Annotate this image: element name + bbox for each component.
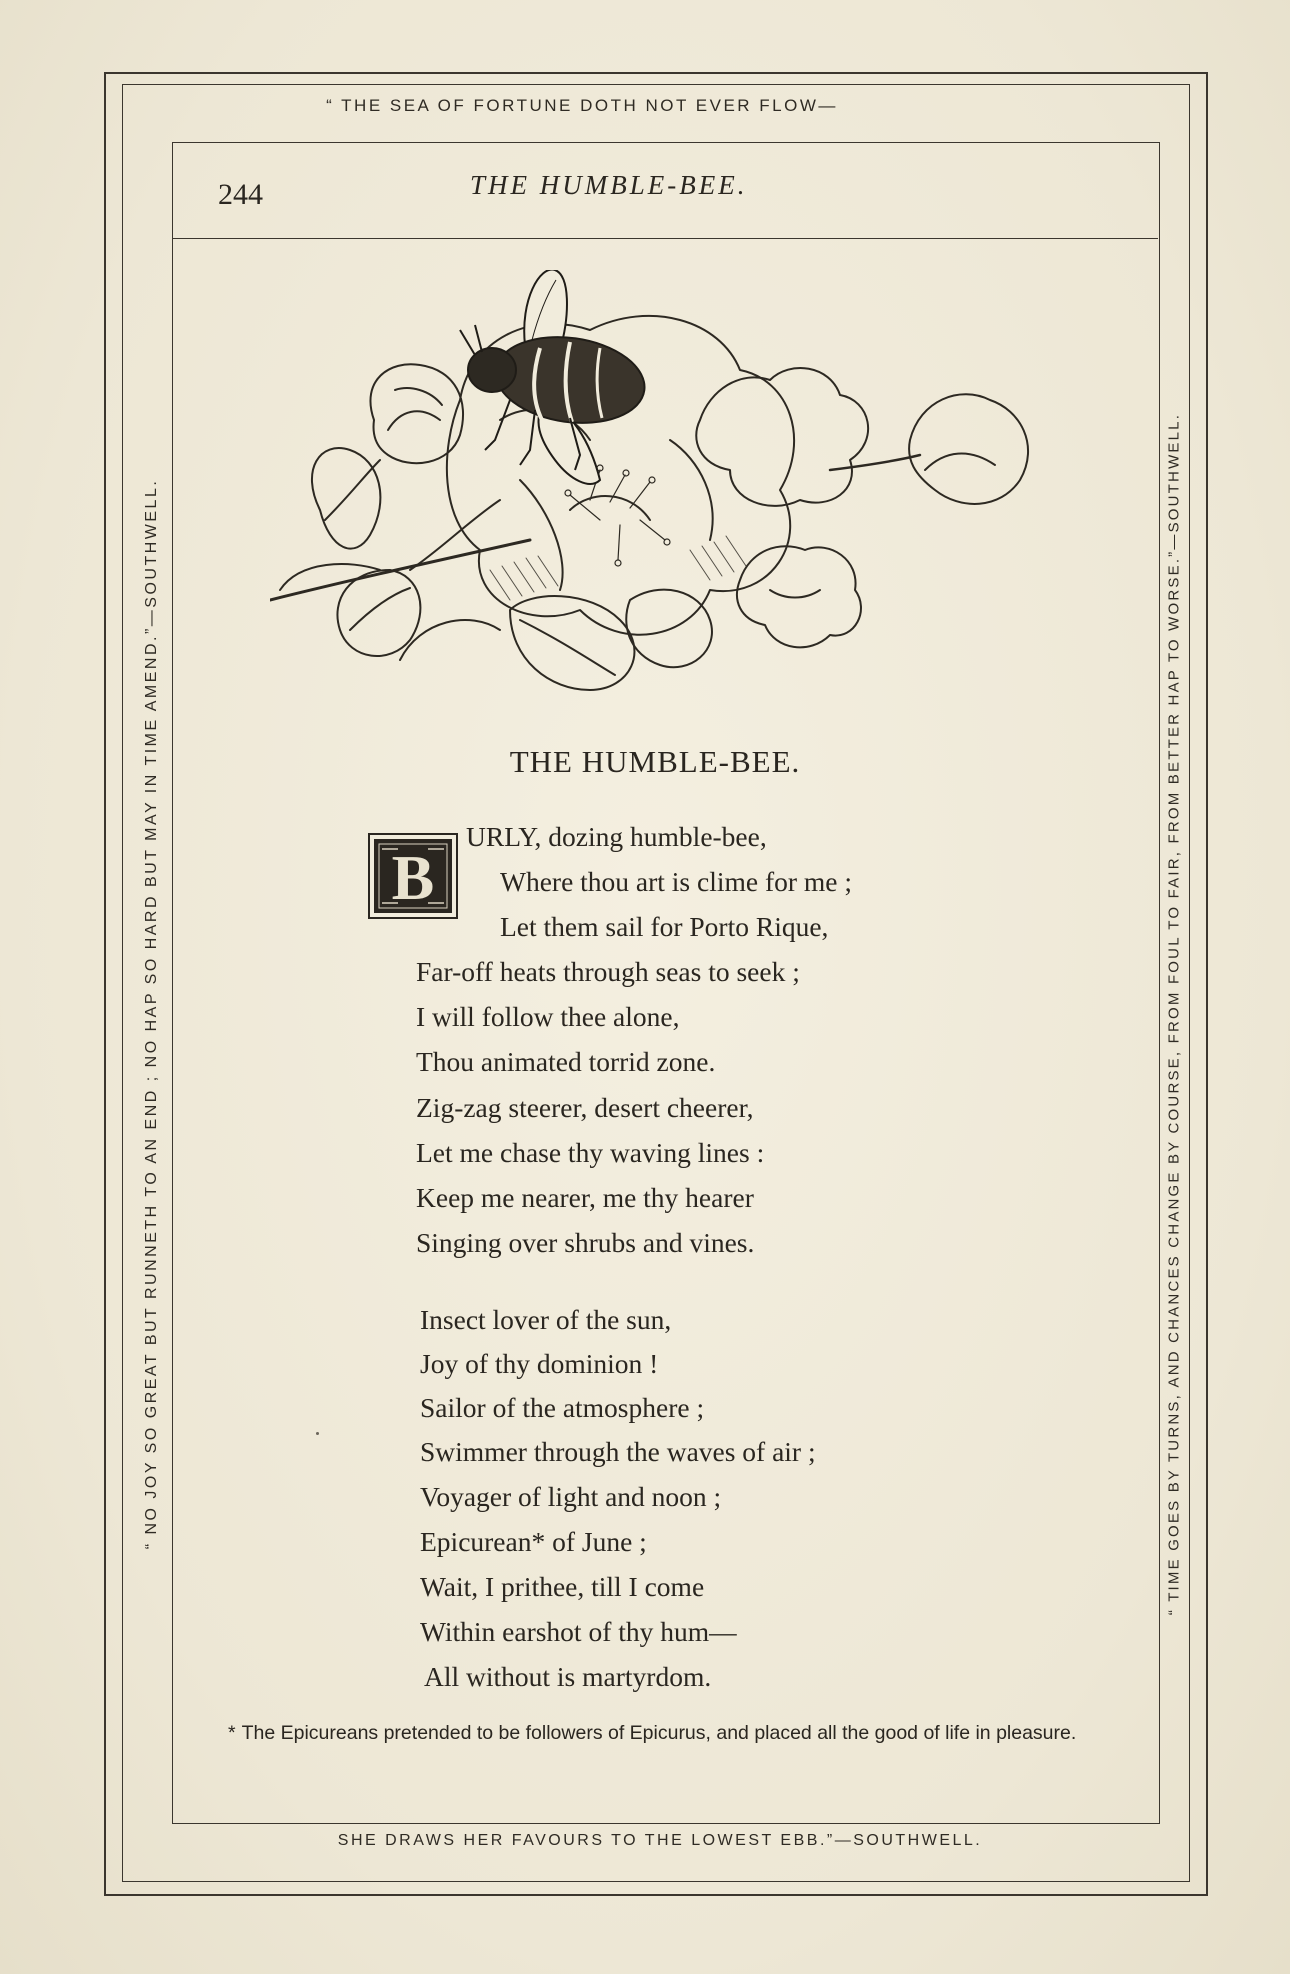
- footnote: [228, 1718, 1128, 1748]
- poem-line: All without is martyrdom.: [424, 1661, 712, 1692]
- poem-title: THE HUMBLE-BEE.: [509, 744, 801, 779]
- poem-line: Joy of thy dominion !: [420, 1348, 659, 1379]
- poem-line: Insect lover of the sun,: [420, 1304, 672, 1335]
- poem-line: Sailor of the atmosphere ;: [420, 1392, 705, 1423]
- running-title: THE HUMBLE-BEE.: [470, 170, 748, 200]
- drop-cap-ornament: [368, 833, 458, 919]
- poem-line: Thou animated torrid zone.: [416, 1046, 716, 1077]
- top-margin-quote: “ THE SEA OF FORTUNE DOTH NOT EVER FLOW—: [326, 96, 838, 115]
- poem-line: Voyager of light and noon ;: [420, 1481, 722, 1512]
- poem-line: URLY, dozing humble-bee,: [466, 821, 767, 852]
- poem-line: Wait, I prithee, till I come: [420, 1571, 705, 1602]
- bottom-margin-quote: SHE DRAWS HER FAVOURS TO THE LOWEST EBB.”—SOUTHWELL.: [337, 1832, 983, 1849]
- header-rule: [172, 238, 1158, 239]
- poem-line: Let them sail for Porto Rique,: [500, 911, 829, 942]
- poem-line: Swimmer through the waves of air ;: [420, 1436, 816, 1467]
- poem-line: Let me chase thy waving lines :: [416, 1137, 765, 1168]
- poem-line: Keep me nearer, me thy hearer: [416, 1182, 754, 1213]
- bee-and-roses-illustration: [270, 270, 1040, 710]
- poem-line: I will follow thee alone,: [416, 1001, 680, 1032]
- poem-line: Where thou art is clime for me ;: [500, 866, 853, 897]
- page-number: 244: [218, 178, 263, 211]
- footnote-marker: *: [228, 1722, 236, 1744]
- poem-line: Epicurean* of June ;: [420, 1526, 647, 1557]
- print-speck: [316, 1432, 319, 1435]
- left-margin-quote: “ NO JOY SO GREAT BUT RUNNETH TO AN END ; NO HAP SO HARD BUT MAY IN TIME AMEND.”—SOUTHWELL.: [143, 478, 160, 1550]
- poem-line: Zig-zag steerer, desert cheerer,: [416, 1092, 754, 1123]
- poem-line: Within earshot of thy hum—: [420, 1616, 737, 1647]
- right-margin-quote: “ TIME GOES BY TURNS, AND CHANCES CHANGE BY COURSE, FROM FOUL TO FAIR, FROM BETTER HAP TO WORSE.”—SOUTHWELL.: [1165, 412, 1183, 1616]
- svg-text:B: B: [391, 842, 435, 913]
- footnote-text: The Epicureans pretended to be followers of Epicurus, and placed all the good of life in pleasure.: [241, 1722, 1077, 1744]
- poem-line: Far-off heats through seas to seek ;: [416, 956, 800, 987]
- poem-line: Singing over shrubs and vines.: [416, 1227, 755, 1258]
